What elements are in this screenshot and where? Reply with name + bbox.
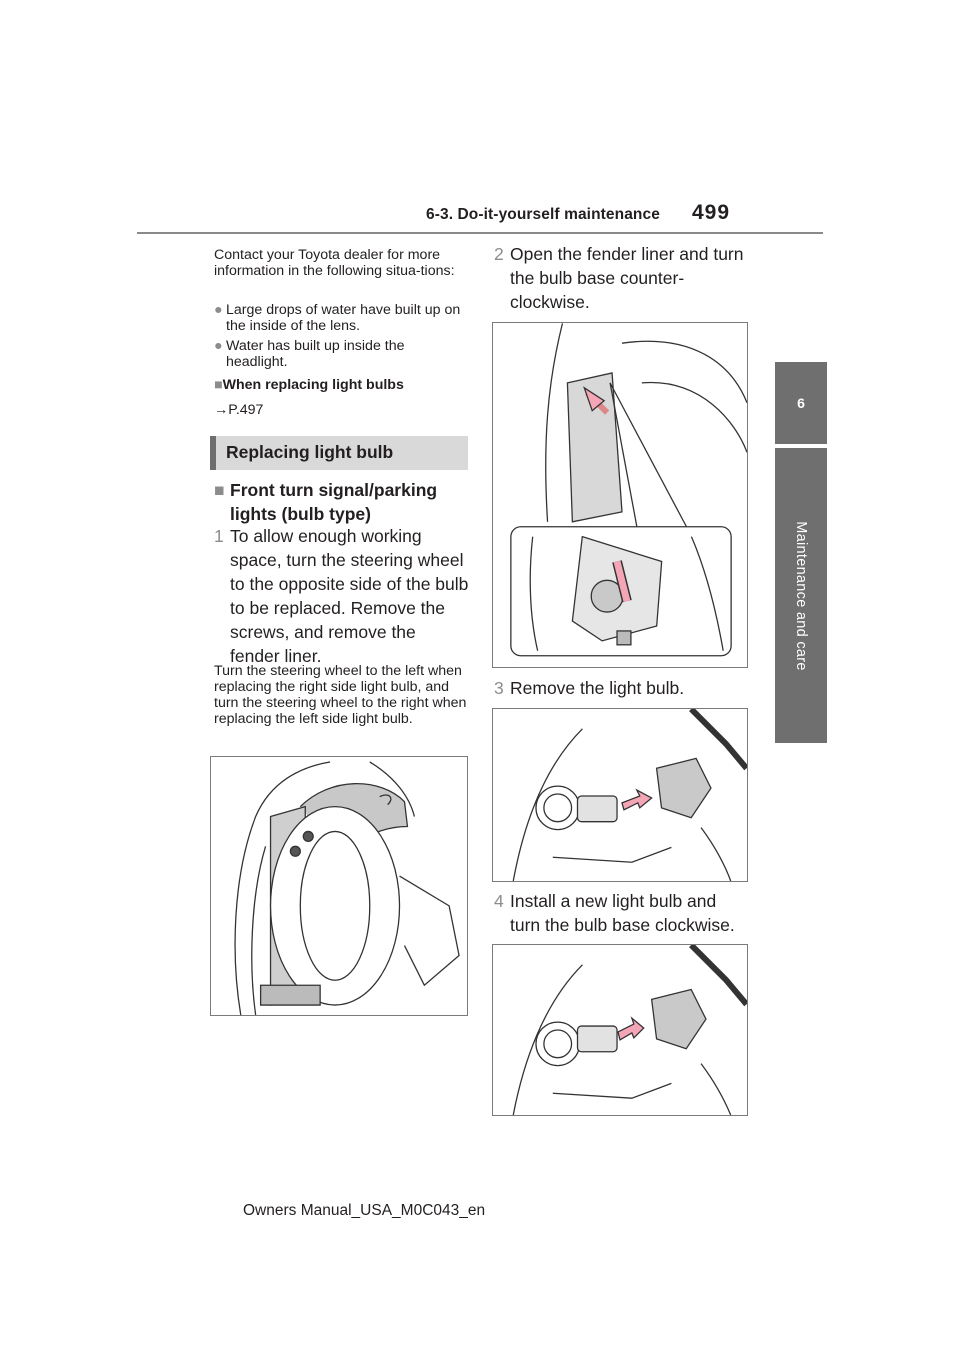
step-number: 2	[494, 244, 504, 264]
chapter-number: 6	[797, 395, 805, 411]
step-number: 3	[494, 678, 504, 698]
bulb-base-counterclockwise-illustration	[492, 322, 748, 668]
section-title	[210, 436, 468, 470]
step-1	[214, 524, 469, 668]
step-2	[494, 242, 744, 314]
list-item	[214, 302, 469, 334]
section-header: 6-3. Do-it-yourself maintenance	[426, 206, 660, 223]
page-reference-link[interactable]: →P.497	[214, 402, 264, 418]
step-number: 4	[494, 891, 504, 911]
chapter-title: Maintenance and care	[793, 520, 809, 671]
step-text: Open the fender liner and turn the bulb base counter-clockwise.	[510, 244, 744, 312]
section-title-text: Replacing light bulb	[226, 442, 394, 462]
step-text: Remove the light bulb.	[510, 678, 685, 698]
header-divider	[137, 232, 823, 234]
step-3	[494, 676, 744, 700]
subsection-title-text: Front turn signal/parking lights (bulb type)	[230, 480, 438, 524]
step-4	[494, 889, 744, 937]
step-number: 1	[214, 526, 224, 546]
list-item-text: Large drops of water have built up on the inside of the lens.	[226, 302, 461, 334]
chapter-tab-number[interactable]	[775, 362, 827, 444]
square-bullet-icon: ■	[214, 480, 225, 500]
step-text: Install a new light bulb and turn the bulb base clockwise.	[510, 891, 735, 935]
replacing-bulbs-heading: ■When replacing light bulbs	[214, 377, 404, 393]
bullet-icon: ●	[214, 302, 223, 318]
chapter-tab[interactable]	[775, 448, 827, 743]
footer-text: Owners Manual_USA_M0C043_en	[243, 1202, 486, 1219]
remove-bulb-illustration	[492, 708, 748, 882]
install-bulb-illustration	[492, 944, 748, 1116]
list-item	[214, 338, 469, 370]
step-1-note: Turn the steering wheel to the left when replacing the right side light bulb, and turn the steering wheel to the right when replacing the left side light bulb.	[214, 663, 467, 727]
list-item-text: Water has built up inside the headlight.	[226, 338, 405, 370]
step-text: To allow enough working space, turn the steering wheel to the opposite side of the bulb to be replaced. Remove the screws, and remove the fender liner.	[230, 526, 469, 666]
fender-liner-illustration	[210, 756, 468, 1016]
page-number: 499	[692, 201, 731, 224]
intro-paragraph: Contact your Toyota dealer for more information in the following situa-tions:	[214, 247, 455, 279]
subsection-title	[214, 478, 464, 526]
square-bullet-icon: ■	[214, 377, 223, 393]
bullet-icon: ●	[214, 338, 223, 354]
